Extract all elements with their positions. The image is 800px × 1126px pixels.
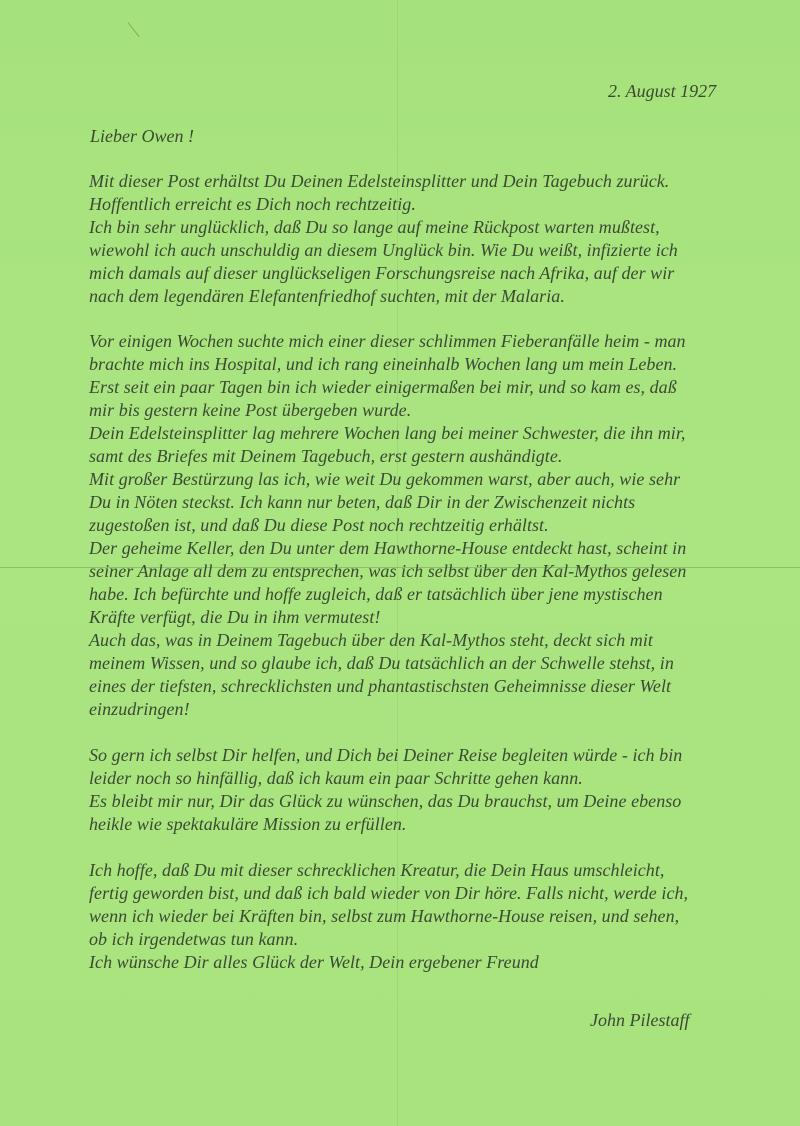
letter-line: brachte mich ins Hospital, und ich rang eineinhalb Wochen lang um mein Leben. xyxy=(89,354,678,374)
letter-line: fertig geworden bist, und daß ich bald wieder von Dir höre. Falls nicht, werde ich, xyxy=(89,883,689,903)
letter-line: Kräfte verfügt, die Du in ihm vermutest! xyxy=(89,607,381,627)
letter-signature: John Pilestaff xyxy=(590,1010,690,1030)
letter-line: ob ich irgendetwas tun kann. xyxy=(89,929,299,949)
letter-date: 2. August 1927 xyxy=(608,81,717,101)
letter-line: zugestoßen ist, und daß Du diese Post noch rechtzeitig erhältst. xyxy=(89,515,549,535)
letter-line: nach dem legendären Elefantenfriedhof suchten, mit der Malaria. xyxy=(89,286,565,306)
letter-line: wenn ich wieder bei Kräften bin, selbst zum Hawthorne-House reisen, und sehen, xyxy=(89,906,680,926)
letter-line: Ich bin sehr unglücklich, daß Du so lange auf meine Rückpost warten mußtest, xyxy=(89,217,660,237)
letter-line: meinem Wissen, und so glaube ich, daß Du tatsächlich an der Schwelle stehst, in xyxy=(89,653,674,673)
letter-salutation: Lieber Owen ! xyxy=(90,126,194,146)
letter-line: Mit dieser Post erhältst Du Deinen Edelsteinsplitter und Dein Tagebuch zurück. xyxy=(89,171,670,191)
letter-line: wiewohl ich auch unschuldig an diesem Unglück bin. Wie Du weißt, infizierte ich xyxy=(89,240,678,260)
letter-line: mich damals auf dieser unglückseligen Forschungsreise nach Afrika, auf der wir xyxy=(89,263,675,283)
letter-line: mir bis gestern keine Post übergeben wurde. xyxy=(89,400,412,420)
letter-line: Du in Nöten steckst. Ich kann nur beten, daß Dir in der Zwischenzeit nichts xyxy=(89,492,636,512)
letter-line: Dein Edelsteinsplitter lag mehrere Wochen lang bei meiner Schwester, die ihn mir, xyxy=(89,423,686,443)
letter-line: Vor einigen Wochen suchte mich einer dieser schlimmen Fieberanfälle heim - man xyxy=(89,331,686,351)
letter-line: So gern ich selbst Dir helfen, und Dich bei Deiner Reise begleiten würde - ich bin xyxy=(89,745,683,765)
letter-line: Auch das, was in Deinem Tagebuch über den Kal-Mythos steht, deckt sich mit xyxy=(89,630,653,650)
letter-line: Der geheime Keller, den Du unter dem Hawthorne-House entdeckt hast, scheint in xyxy=(89,538,687,558)
paper-scratch-mark xyxy=(128,22,140,37)
letter-line: habe. Ich befürchte und hoffe zugleich, daß er tatsächlich über jene mystischen xyxy=(89,584,663,604)
letter-line: seiner Anlage all dem zu entsprechen, was ich selbst über den Kal-Mythos gelesen xyxy=(89,561,687,581)
letter-line: Es bleibt mir nur, Dir das Glück zu wünschen, das Du brauchst, um Deine ebenso xyxy=(89,791,682,811)
letter-line: Ich wünsche Dir alles Glück der Welt, Dein ergebener Freund xyxy=(89,952,539,972)
letter-line: Ich hoffe, daß Du mit dieser schrecklichen Kreatur, die Dein Haus umschleicht, xyxy=(89,860,665,880)
letter-line: Hoffentlich erreicht es Dich noch rechtzeitig. xyxy=(89,194,416,214)
letter-line: Erst seit ein paar Tagen bin ich wieder einigermaßen bei mir, und so kam es, daß xyxy=(89,377,677,397)
letter-line: heikle wie spektakuläre Mission zu erfüllen. xyxy=(89,814,407,834)
letter-line: Mit großer Bestürzung las ich, wie weit Du gekommen warst, aber auch, wie sehr xyxy=(89,469,681,489)
letter-line: samt des Briefes mit Deinem Tagebuch, erst gestern aushändigte. xyxy=(89,446,563,466)
letter-line: einzudringen! xyxy=(89,699,190,719)
letter-line: eines der tiefsten, schrecklichsten und phantastischsten Geheimnisse dieser Welt xyxy=(89,676,672,696)
letter-line: leider noch so hinfällig, daß ich kaum ein paar Schritte gehen kann. xyxy=(89,768,583,788)
